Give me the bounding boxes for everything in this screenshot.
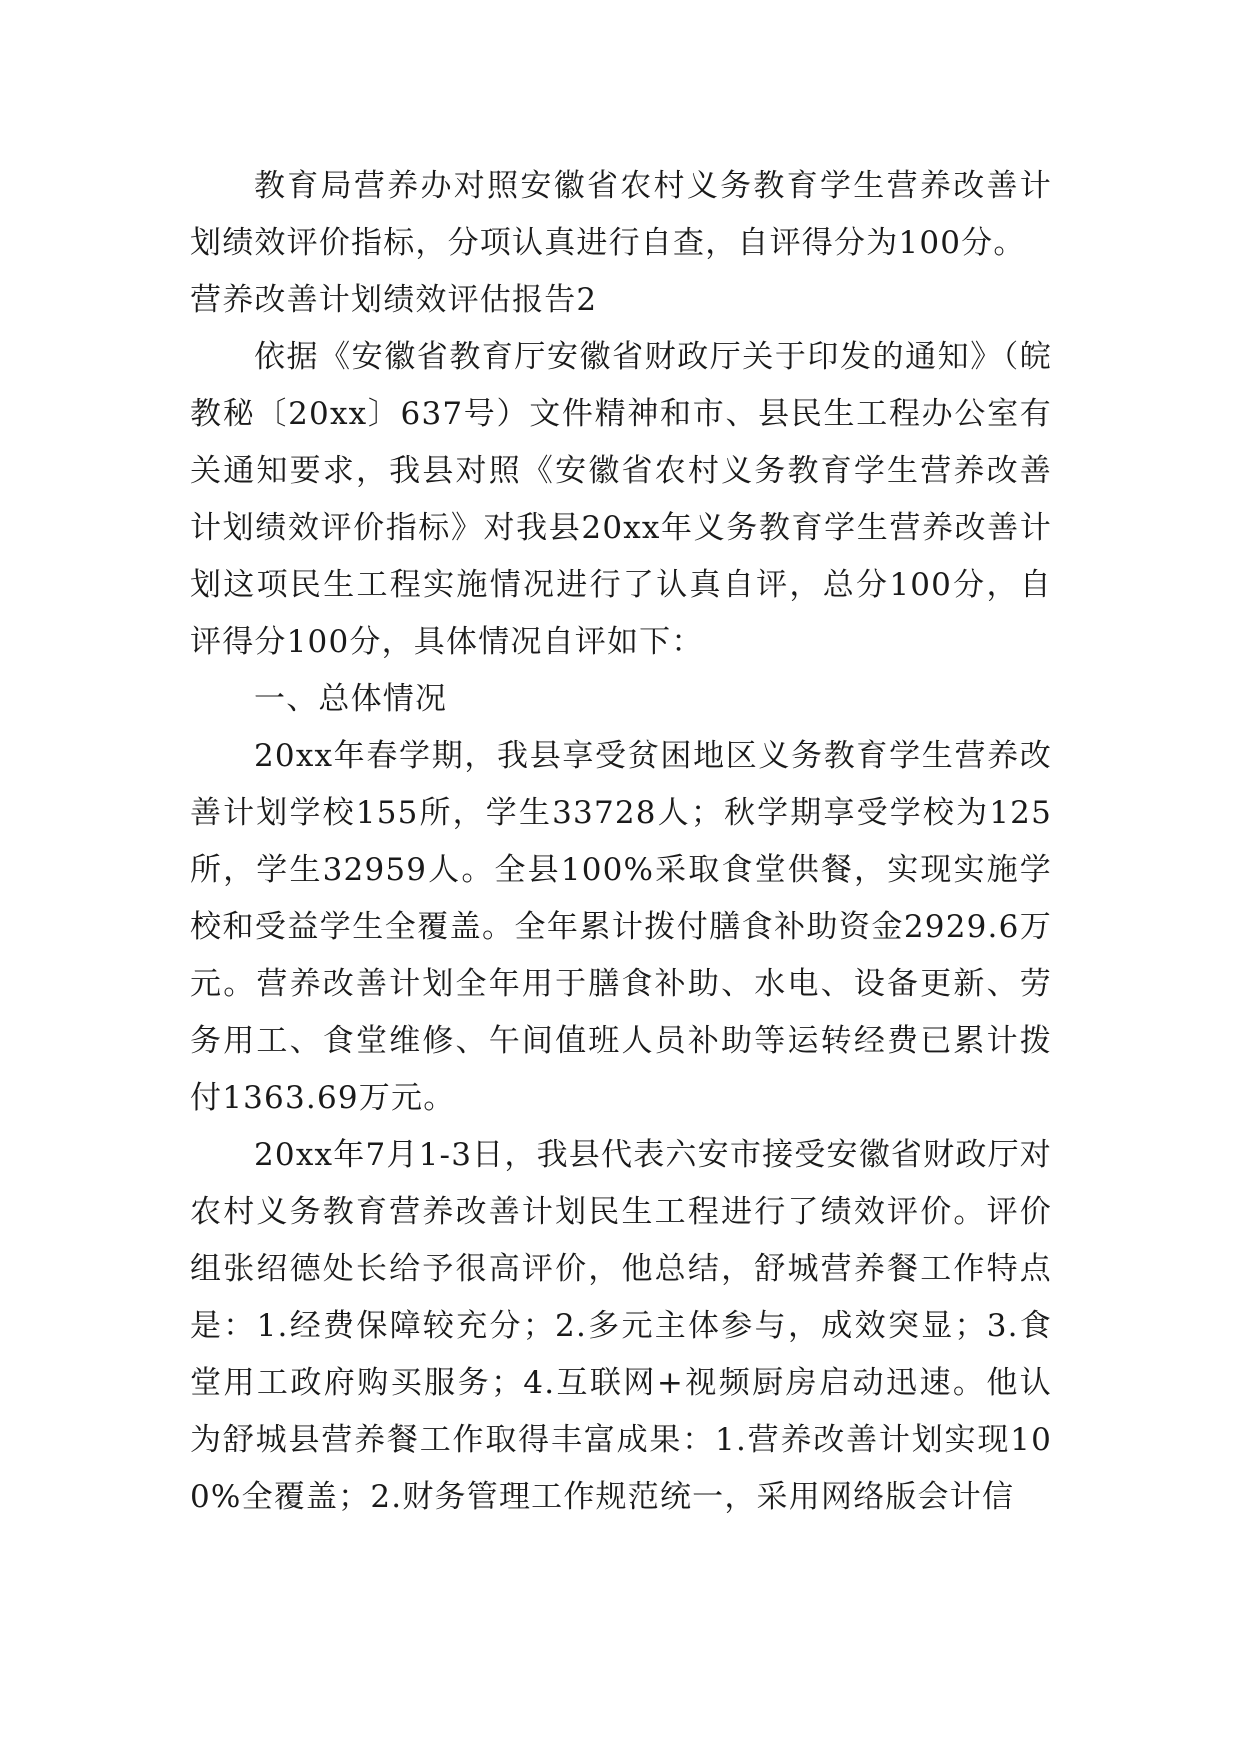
paragraph-self-assessment-summary: 教育局营养办对照安徽省农村义务教育学生营养改善计划绩效评价指标，分项认真进行自查，自评得分为100分。 — [190, 168, 1052, 261]
document-body — [190, 158, 1052, 1526]
paragraph-basis: 依据《安徽省教育厅安徽省财政厅关于印发的通知》（皖教秘〔20xx〕637号）文件精神和市、县民生工程办公室有关通知要求，我县对照《安徽省农村义务教育学生营养改善计划绩效评价指标》对我县20xx年义务教育学生营养改善计划这项民生工程实施情况进行了认真自评，总分100分，自评得分100分，具体情况自评如下： — [190, 339, 1052, 660]
section-heading-overview: 一、总体情况 — [254, 681, 448, 717]
paragraph-evaluation: 20xx年7月1-3日，我县代表六安市接受安徽省财政厅对农村义务教育营养改善计划民生工程进行了绩效评价。评价组张绍德处长给予很高评价，他总结，舒城营养餐工作特点是：1.经费保障较充分；2.多元主体参与，成效突显；3.食堂用工政府购买服务；4.互联网+视频厨房启动迅速。他认为舒城县营养餐工作取得丰富成果：1.营养改善计划实现100%全覆盖；2.财务管理工作规范统一，采用网络版会计信 — [190, 1137, 1052, 1515]
report-title: 营养改善计划绩效评估报告2 — [190, 282, 598, 318]
paragraph-overview: 20xx年春学期，我县享受贫困地区义务教育学生营养改善计划学校155所，学生33728人；秋学期享受学校为125所，学生32959人。全县100%采取食堂供餐，实现实施学校和受益学生全覆盖。全年累计拨付膳食补助资金2929.6万元。营养改善计划全年用于膳食补助、水电、设备更新、劳务用工、食堂维修、午间值班人员补助等运转经费已累计拨付1363.69万元。 — [190, 738, 1052, 1116]
